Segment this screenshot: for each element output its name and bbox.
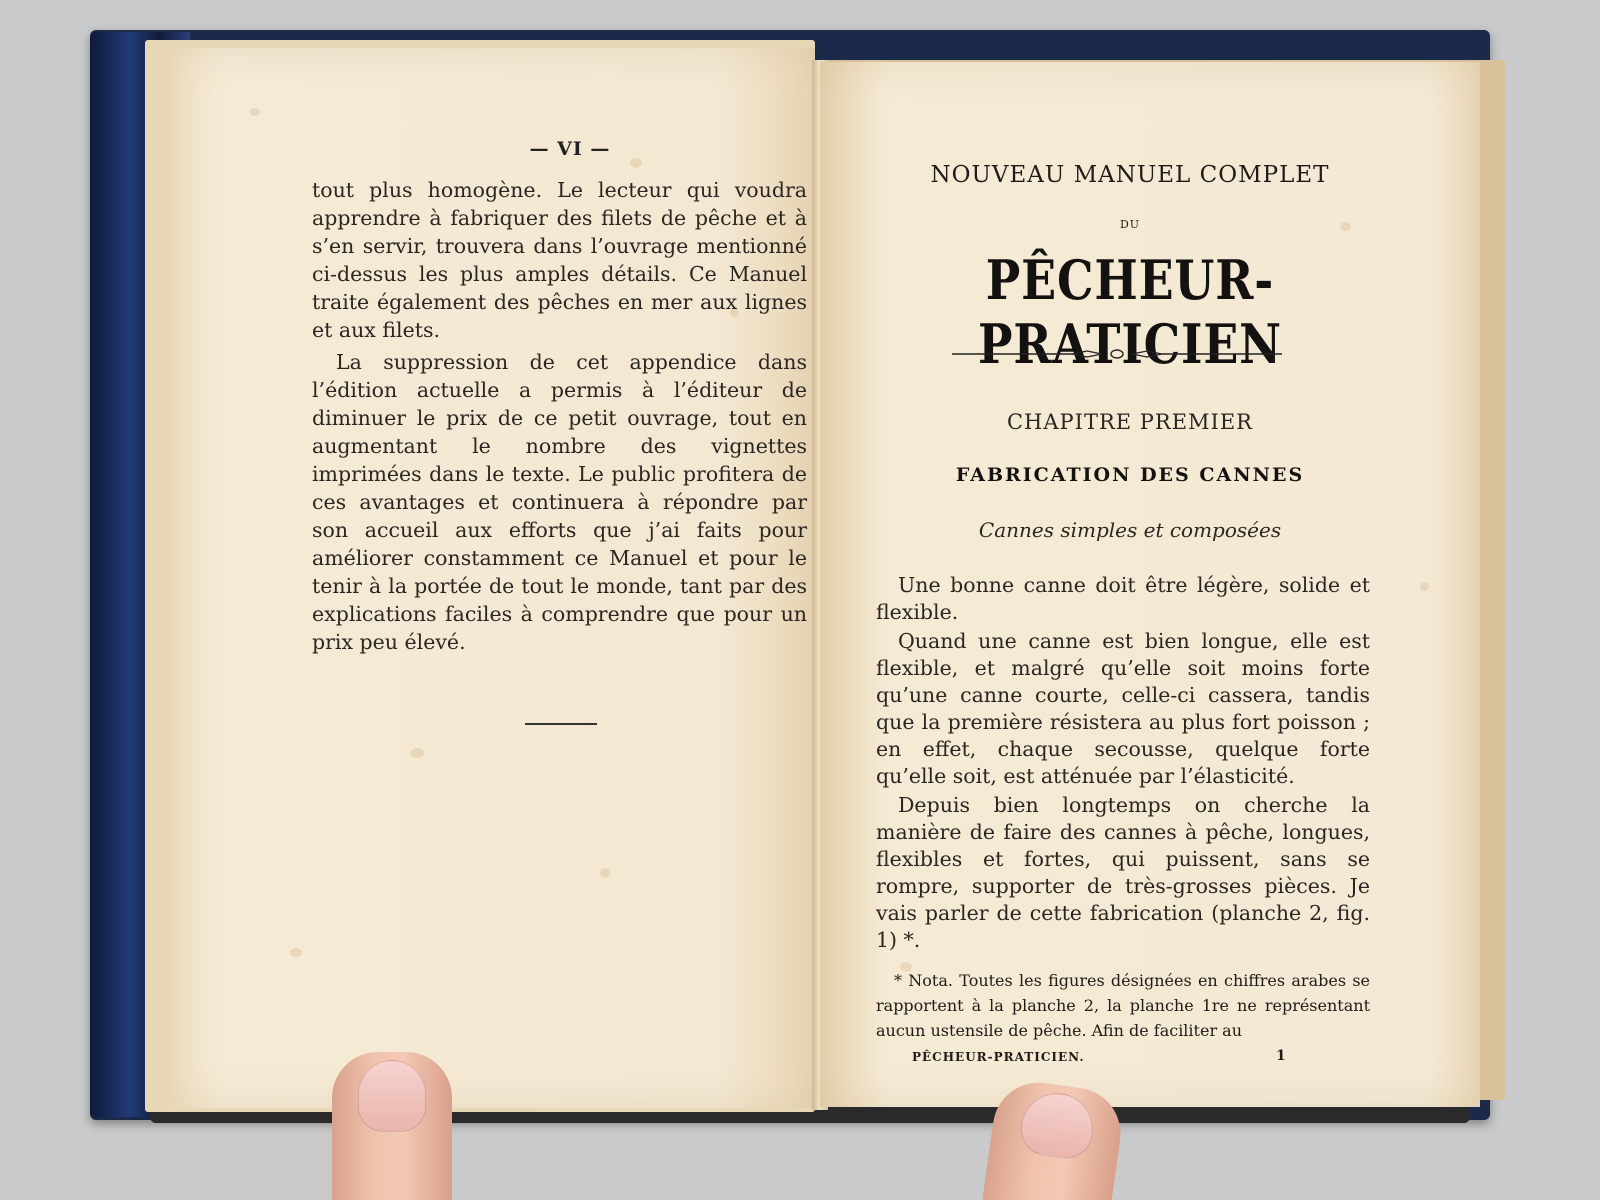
foxing-spot xyxy=(410,748,424,758)
left-paragraph-1: tout plus homogène. Le lecteur qui voudra apprendre à fabriquer des filets de pêche et à s’en servir, trouvera dans l’ouvrage mentionné ci-dessus les plus amples détails. Ce Manuel traite également des pêches en mer aux lignes et aux filets. xyxy=(312,178,807,342)
ornament-divider xyxy=(952,348,1282,360)
book-title-main: PÊCHEUR-PRATICIEN xyxy=(977,248,1282,376)
right-paragraph-1: Une bonne canne doit être légère, solide et flexible. xyxy=(876,573,1370,624)
page-number-header: — VI — xyxy=(529,138,611,160)
footer-signature: PÊCHEUR-PRATICIEN. xyxy=(912,1050,1085,1064)
foxing-spot xyxy=(290,948,302,957)
book-title-du: DU xyxy=(1119,218,1141,231)
chapter-heading: CHAPITRE PREMIER xyxy=(1006,410,1253,434)
right-paragraph-3: Depuis bien longtemps on cherche la manière de faire des cannes à pêche, longues, flexibles et fortes, qui puissent, sans se rompre, supporter de très-grosses pièces. Je vais parler de cette fabrication (planche 2, fig. 1) *. xyxy=(876,793,1370,952)
thumbnail xyxy=(358,1060,426,1132)
left-thumb xyxy=(332,1052,452,1200)
foxing-spot xyxy=(600,868,610,878)
section-heading: FABRICATION DES CANNES xyxy=(955,464,1305,486)
footer-page-number: 1 xyxy=(1276,1048,1286,1064)
subsection-heading: Cannes simples et composées xyxy=(978,518,1282,542)
end-rule xyxy=(525,723,597,725)
thumbnail xyxy=(1017,1089,1097,1162)
left-page-body xyxy=(312,176,807,660)
right-page-body xyxy=(876,572,1370,956)
left-paragraph-2: La suppression de cet appendice dans l’édition actuelle a permis à l’éditeur de diminuer le prix de ce petit ouvrage, tout en augmentant le nombre des vignettes imprimées dans le texte. Le public profitera de ces avantages et continuera à répondre par son accueil aux efforts que j’ai faits pour améliorer constamment ce Manuel et pour le tenir à la portée de tout le monde, tant par des explications faciles à comprendre que pour un prix peu élevé. xyxy=(312,350,807,654)
book-title-line-1: NOUVEAU MANUEL COMPLET xyxy=(930,162,1330,188)
foxing-spot xyxy=(1420,582,1429,591)
right-paragraph-2: Quand une canne est bien longue, elle est flexible, et malgré qu’elle soit moins forte qu’une canne courte, celle-ci cassera, tandis que la première résistera au plus fort poisson ; en effet, chaque secousse, quelque forte qu’elle soit, est atténuée par l’élasticité. xyxy=(876,629,1370,788)
footnote: * Nota. Toutes les figures désignées en chiffres arabes se rapportent à la planche 2, la planche 1re ne représentant aucun ustensile de pêche. Afin de faciliter au xyxy=(876,971,1370,1040)
foxing-spot xyxy=(250,108,260,116)
foxing-spot xyxy=(630,158,642,168)
